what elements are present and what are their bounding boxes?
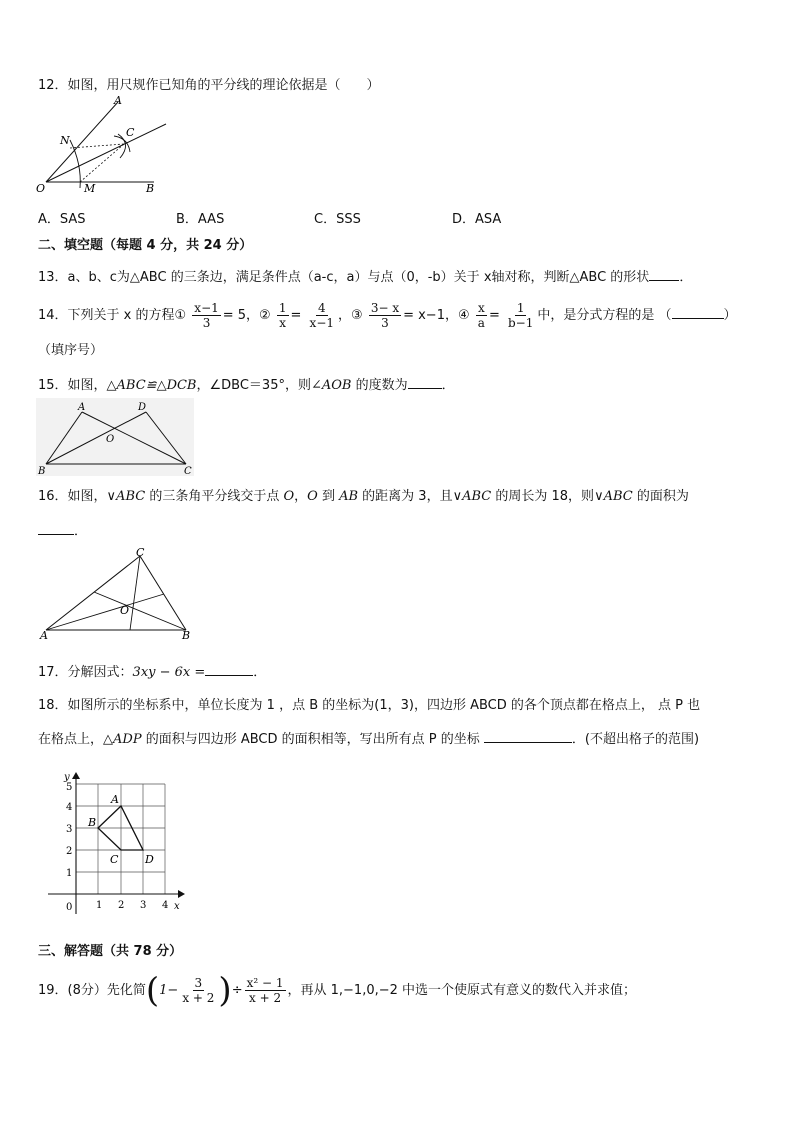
q16-label-O: O: [120, 604, 130, 617]
q18-xtick-0: 0: [66, 902, 73, 913]
q12-label-A: A: [114, 94, 122, 107]
q14-frac-1-den: 3: [202, 316, 211, 330]
question-19: [38, 970, 636, 1012]
q14-frac-3: [308, 301, 336, 330]
q14-frac-4-num: 3− x: [370, 301, 400, 315]
q19-one-minus: 1−: [159, 983, 179, 998]
option-a: A．SAS: [38, 212, 86, 227]
q18-line2a: 在格点上，: [38, 732, 104, 747]
q14-frac-5-num: x: [477, 301, 485, 315]
answer-blank-14[interactable]: [672, 304, 724, 319]
q18-ytick-5: 5: [66, 782, 73, 793]
q16-triangle-1: ∨ABC: [106, 489, 146, 504]
q18-ytick-1: 1: [66, 868, 73, 879]
question-15: [38, 374, 455, 395]
q16-c: 的三条角平分线交于点: [145, 489, 284, 504]
q18-label-B: B: [88, 816, 97, 829]
q16-a: 16．如图，: [38, 489, 107, 504]
q16-m: 的面积为: [632, 489, 689, 504]
q16-end: ．: [74, 524, 88, 539]
q15-label-B: B: [38, 466, 46, 476]
q15-congruence: △ABC≌△DCB: [106, 378, 197, 393]
q14-frac-3-den: x−1: [309, 316, 335, 330]
coordinate-grid-figure: [44, 770, 194, 918]
q16-label-B: B: [182, 629, 191, 642]
q16-line2: [38, 520, 87, 541]
answer-blank-17[interactable]: [205, 661, 253, 676]
angle-bisector-figure: [36, 94, 176, 198]
question-18: 18．如图所示的坐标系中，单位长度为 1 ，点 B 的坐标为(1，3)，四边形 ABCD 的各个顶点都在格点上， 点 P 也: [38, 698, 701, 713]
q15-a: 15．如图，: [38, 378, 107, 393]
q15-label-A: A: [78, 402, 86, 413]
question-13: [38, 266, 692, 287]
q14-suffix: 中，是分式方程的是 （: [537, 308, 672, 323]
q19-frac-2: [245, 976, 286, 1005]
congruent-triangles-figure: [36, 398, 194, 476]
q14-t5: =: [488, 308, 500, 323]
q15-e: 的度数为: [351, 378, 408, 393]
answer-blank-16[interactable]: [38, 520, 74, 535]
q19-frac-1-num: 3: [194, 976, 203, 990]
q14-frac-4: [369, 301, 401, 330]
q18-triangle-adp: △ADP: [103, 732, 142, 747]
q17-expression: 3xy − 6x =: [132, 665, 206, 680]
q14-t1: = 5，②: [222, 308, 271, 323]
q12-label-M: M: [84, 182, 96, 195]
question-13-text: 13．a、b、c为△ABC 的三条边，满足条件点（a-c，a）与点（0，-b）关于 x轴对称，判断△ABC 的形状: [38, 270, 650, 285]
q18-xtick-2: 2: [118, 900, 125, 911]
q14-line2: （填序号）: [38, 343, 104, 358]
section-2-heading: 二、填空题（每题 4 分，共 24 分）: [38, 238, 253, 253]
question-12-text: 12．如图，用尺规作已知角的平分线的理论依据是（ ）: [38, 78, 380, 93]
q16-point-o-2: O: [307, 489, 318, 504]
q16-i: 的距离为 3，且: [358, 489, 453, 504]
q13-end: ．: [679, 270, 693, 285]
q16-triangle-3: ∨ABC: [594, 489, 633, 504]
q17-end: ．: [253, 665, 267, 680]
q19-paren-open: (: [145, 970, 160, 1011]
q14-frac-4-den: 3: [381, 316, 389, 330]
q14-frac-2: [277, 301, 289, 330]
q14-frac-1: [192, 301, 220, 330]
q19-frac-1: [180, 976, 216, 1005]
q15-label-D: D: [138, 402, 147, 413]
q18-ytick-4: 4: [66, 802, 73, 813]
answer-blank-15[interactable]: [408, 374, 442, 389]
q18-ytick-3: 3: [66, 824, 73, 835]
option-b: B．AAS: [176, 212, 225, 227]
answer-blank-13[interactable]: [649, 266, 679, 281]
q14-frac-6: [506, 301, 535, 330]
q18-label-C: C: [110, 853, 119, 866]
q18-xtick-3: 3: [140, 900, 147, 911]
q19-a: 19．(8分）先化简: [38, 983, 146, 998]
q16-label-C: C: [136, 546, 145, 559]
q16-triangle-2: ∨ABC: [452, 489, 492, 504]
question-16: [38, 488, 689, 506]
q16-g: 到: [317, 489, 340, 504]
q18-xtick-4: 4: [162, 900, 169, 911]
q15-label-O: O: [106, 434, 115, 445]
q14-t4: = x−1，④: [403, 308, 470, 323]
q14-frac-5: [476, 301, 487, 330]
option-d: D．ASA: [452, 212, 502, 227]
q15-label-C: C: [184, 466, 192, 476]
q18-line2c: 的面积与四边形 ABCD 的面积相等，写出所有点 P 的坐标: [141, 732, 484, 747]
q19-divide: ÷: [231, 983, 243, 998]
q18-line2: [38, 728, 699, 749]
q18-line2d: ．(不超出格子的范围): [571, 732, 700, 747]
question-12: [38, 77, 380, 95]
q12-label-N: N: [60, 134, 70, 147]
option-c: C．SSS: [314, 212, 361, 227]
q18-x-axis-label: x: [174, 901, 180, 912]
q14-prefix: 14．下列关于 x 的方程①: [38, 308, 187, 323]
section-3-heading: 三、解答题（共 78 分）: [38, 944, 183, 959]
q15-end: ．: [441, 378, 455, 393]
q18-y-axis-label: y: [64, 772, 70, 783]
q14-t3: ，③: [338, 308, 363, 323]
q14-close: ）: [723, 308, 737, 323]
q14-frac-3-num: 4: [317, 301, 326, 315]
answer-blank-18[interactable]: [484, 728, 572, 743]
question-17: [38, 661, 266, 682]
q16-k: 的周长为 18，则: [491, 489, 595, 504]
q14-frac-2-num: 1: [278, 301, 287, 315]
q14-frac-2-den: x: [279, 316, 287, 330]
q16-point-o-1: O: [283, 489, 295, 504]
q19-frac-1-den: x + 2: [182, 991, 215, 1005]
q14-frac-1-num: x−1: [194, 301, 219, 315]
q19-paren-close: ): [218, 970, 232, 1011]
q19-frac-2-den: x + 2: [249, 991, 282, 1005]
q12-label-B: B: [146, 182, 155, 195]
q14-frac-6-den: b−1: [507, 316, 534, 330]
q19-b: ，再从 1,−1,0,−2 中选一个使原式有意义的数代入并求值；: [287, 983, 637, 998]
q16-label-A: A: [40, 629, 48, 642]
angle-bisectors-triangle-figure: [36, 546, 198, 642]
question-14: [38, 296, 737, 336]
q18-xtick-1: 1: [96, 900, 103, 911]
q16-side-ab: AB: [339, 489, 359, 504]
q12-label-C: C: [126, 126, 135, 139]
q15-angle-aob: ∠AOB: [310, 378, 352, 393]
q18-ytick-2: 2: [66, 846, 73, 857]
q16-e: ，: [294, 489, 308, 504]
q14-t2: =: [290, 308, 302, 323]
q12-label-O: O: [36, 182, 46, 195]
q18-label-A: A: [111, 793, 119, 806]
q14-frac-5-den: a: [477, 316, 485, 330]
q19-frac-2-num: x² − 1: [246, 976, 284, 990]
q17-a: 17．分解因式：: [38, 665, 133, 680]
q14-frac-6-num: 1: [516, 301, 525, 315]
q15-c: ，∠DBC＝35°，则: [196, 378, 311, 393]
q18-label-D: D: [145, 853, 154, 866]
